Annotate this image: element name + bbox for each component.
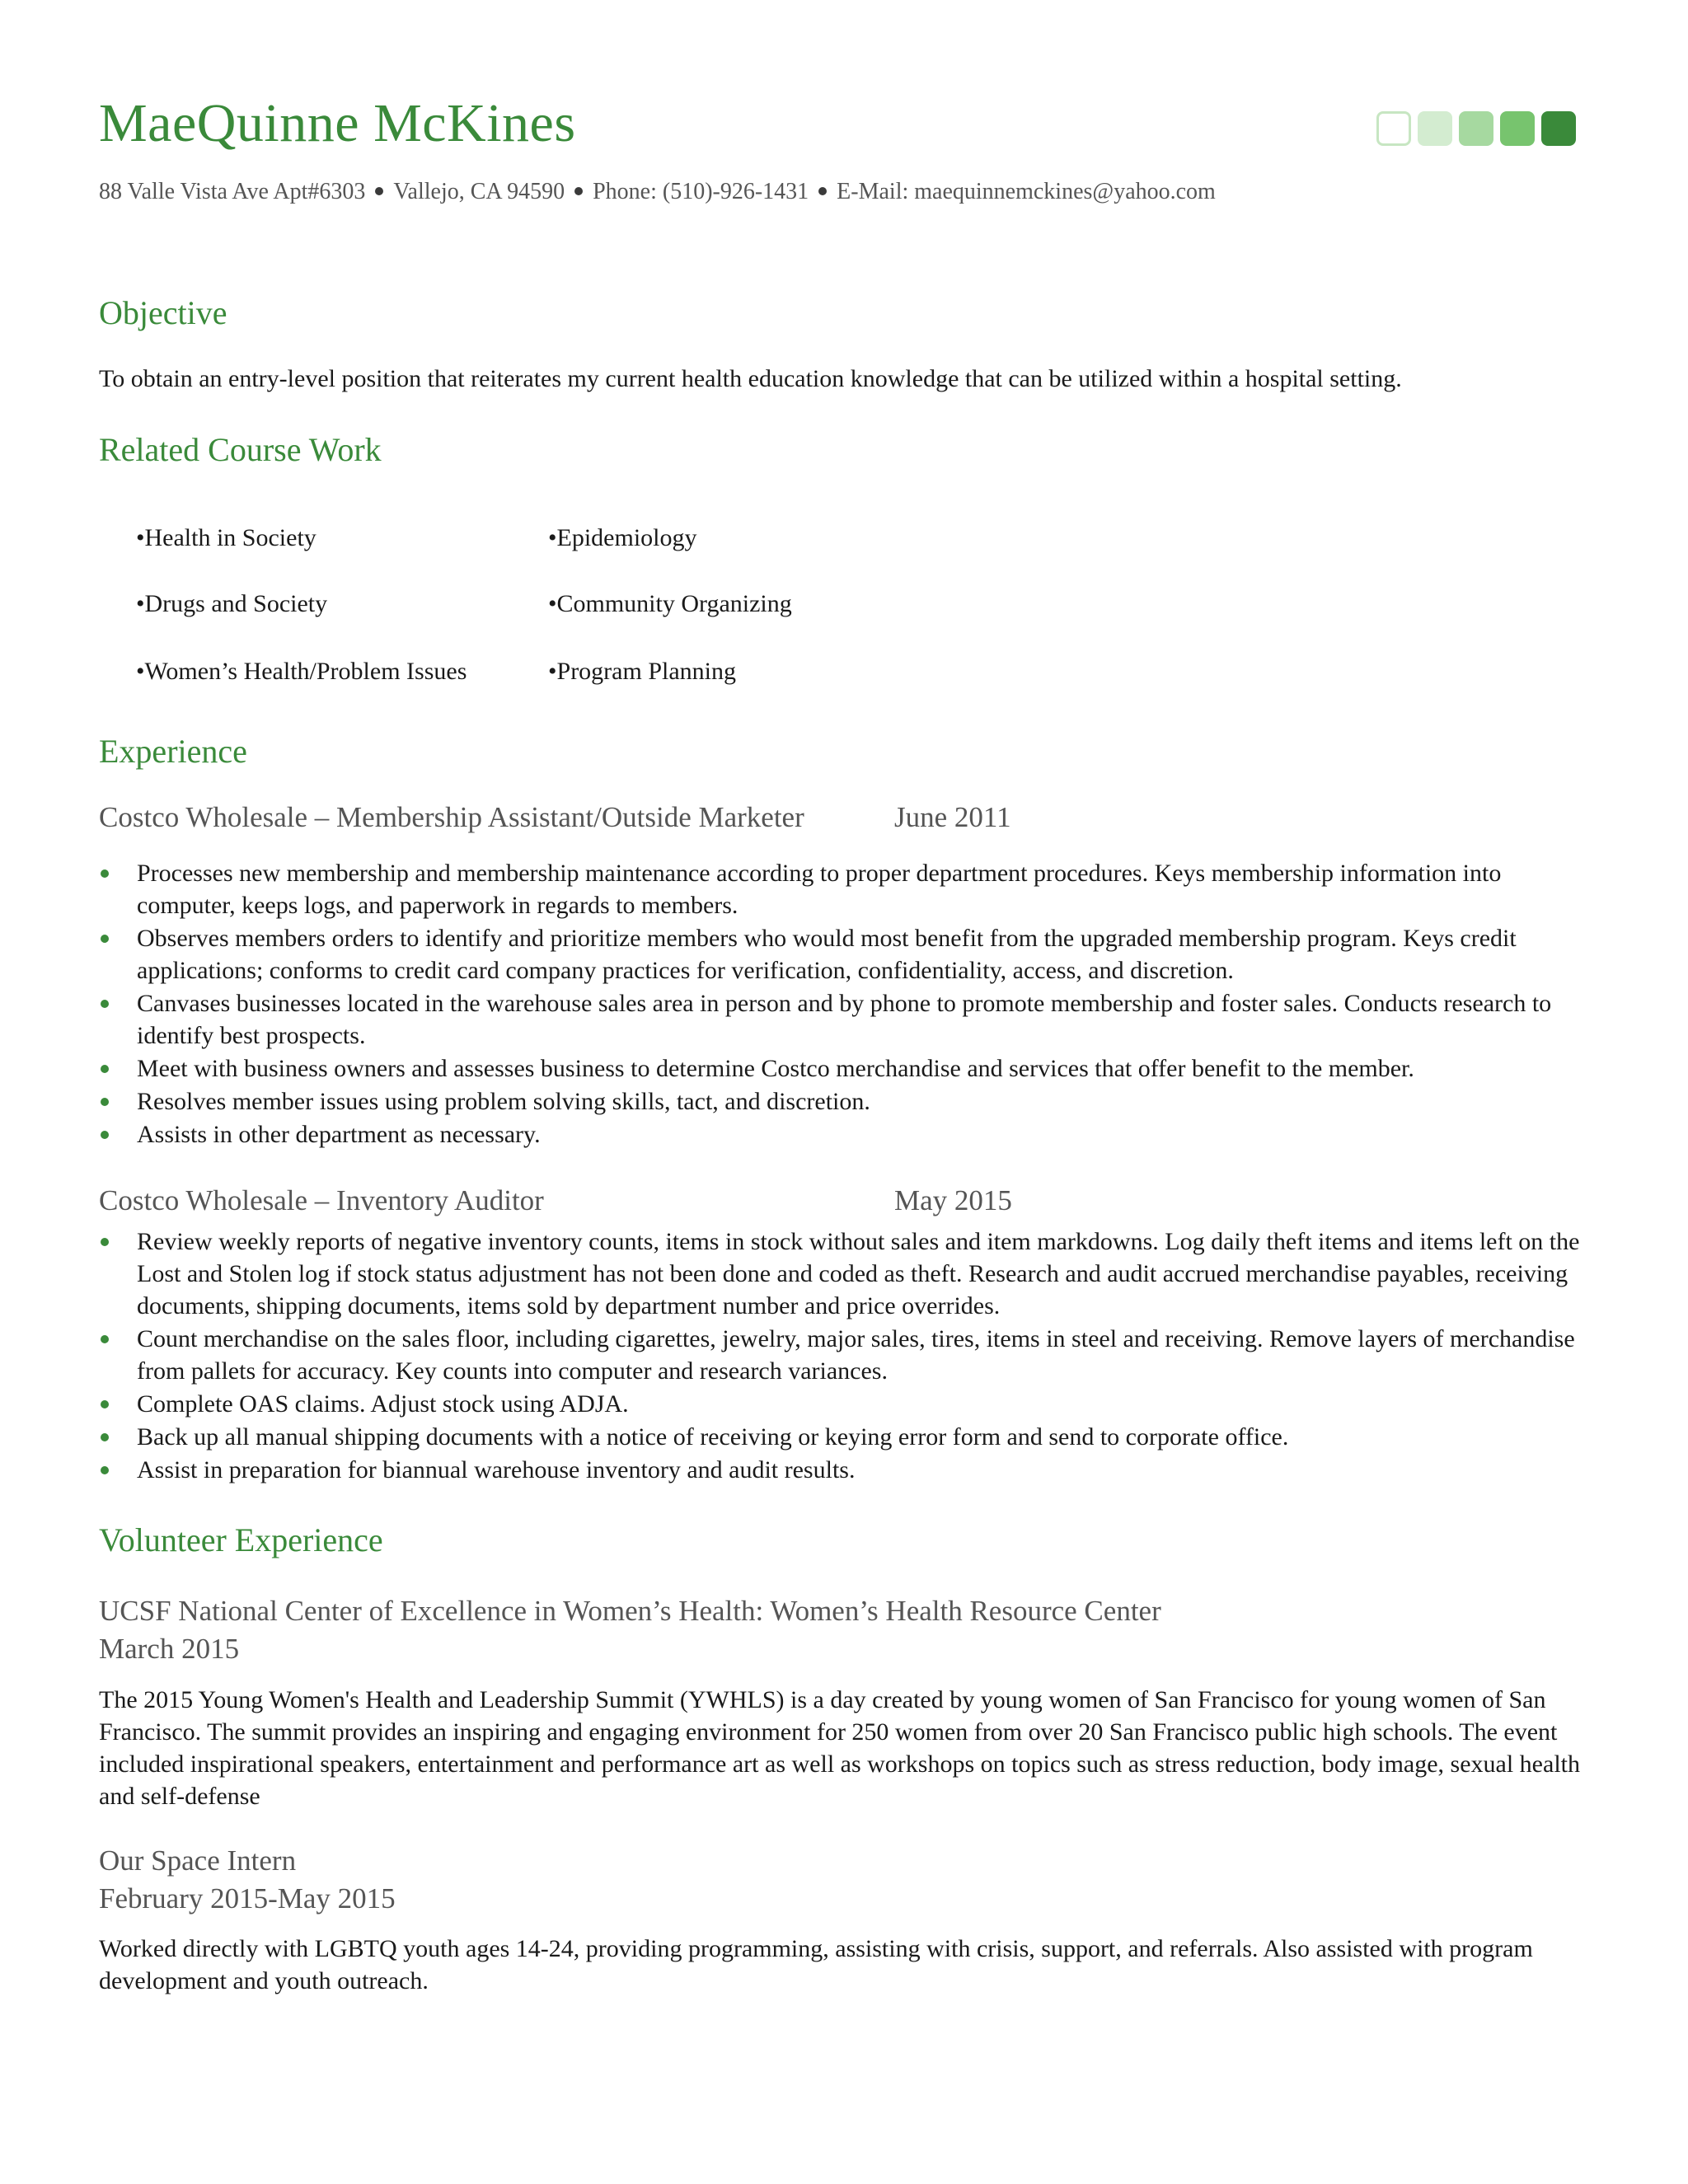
bullet-icon [101, 1131, 109, 1139]
bullet-icon [101, 1466, 109, 1474]
volunteer-description: Worked directly with LGBTQ youth ages 14-24, providing programming, assisting with crisis, support, and referrals. Also assisted with program development and youth outreach. [99, 1935, 1533, 1994]
volunteer-date: February 2015-May 2015 [99, 1882, 396, 1915]
volunteer-heading: Volunteer Experience [99, 1521, 383, 1558]
volunteer-org: UCSF National Center of Excellence in Women’s Health: Women’s Health Resource Center [99, 1595, 1161, 1627]
list-item: Observes members orders to identify and prioritize members who would most benefit from the upgraded membership program. Keys credit applications; conforms to credit card company practices for verification, confidentiality, access, and discretion. [99, 922, 1599, 987]
candidate-name: MaeQuinne McKines [99, 93, 576, 153]
job-date: June 2011 [894, 801, 1011, 833]
bullet-icon [101, 935, 109, 943]
decorative-squares [1376, 111, 1576, 146]
list-item: Processes new membership and membership maintenance according to proper department procedures. Keys membership information into computer, keeps logs, and paperwork in regards to members. [99, 857, 1599, 921]
objective-heading: Objective [99, 294, 227, 331]
decor-square-3 [1459, 111, 1493, 146]
contact-phone: Phone: (510)-926-1431 [593, 179, 809, 204]
job-bullets [99, 857, 1599, 1151]
course-item: •Health in Society [136, 524, 316, 551]
decor-square-4 [1500, 111, 1535, 146]
volunteer-org: Our Space Intern [99, 1844, 297, 1877]
contact-line [99, 179, 1216, 205]
experience-heading: Experience [99, 733, 247, 770]
list-item: Assist in preparation for biannual warehouse inventory and audit results. [99, 1454, 1599, 1486]
job-title: Costco Wholesale – Membership Assistant/Outside Marketer [99, 801, 804, 833]
list-item: Review weekly reports of negative inventory counts, items in stock without sales and item markdowns. Log daily theft items and items left on the Lost and Stolen log if stock status adjustment has not been done and coded as theft. Research and audit accrued merchandise payables, receiving documents, shipping documents, items sold by department number and price overrides. [99, 1226, 1599, 1322]
list-item: Back up all manual shipping documents with a notice of receiving or keying error form and send to corporate office. [99, 1421, 1599, 1453]
bullet-icon [101, 1065, 109, 1073]
decor-square-2 [1418, 111, 1452, 146]
job-title: Costco Wholesale – Inventory Auditor [99, 1184, 544, 1216]
bullet-icon [101, 869, 109, 878]
objective-text: To obtain an entry-level position that reiterates my current health education knowledge that can be utilized within a hospital setting. [99, 365, 1402, 392]
volunteer-date: March 2015 [99, 1633, 240, 1665]
contact-email[interactable]: E-Mail: maequinnemckines@yahoo.com [837, 179, 1216, 204]
contact-city: Vallejo, CA 94590 [393, 179, 565, 204]
course-item: •Women’s Health/Problem Issues [136, 658, 467, 685]
course-item: •Program Planning [548, 658, 736, 685]
list-item: Canvases businesses located in the warehouse sales area in person and by phone to promote membership and foster sales. Conducts research to identify best prospects. [99, 987, 1599, 1052]
list-item: Assists in other department as necessary. [99, 1118, 1599, 1151]
bullet-icon [101, 1400, 109, 1408]
coursework-heading: Related Course Work [99, 431, 382, 468]
list-item: Complete OAS claims. Adjust stock using ADJA. [99, 1388, 1599, 1420]
list-item: Meet with business owners and assesses business to determine Costco merchandise and services that offer benefit to the member. [99, 1052, 1599, 1085]
bullet-icon [101, 1433, 109, 1441]
bullet-icon [101, 1238, 109, 1246]
course-item: •Drugs and Society [136, 590, 328, 617]
separator-dot [375, 187, 383, 195]
course-item: •Community Organizing [548, 590, 792, 617]
course-item: •Epidemiology [548, 524, 697, 551]
volunteer-description: The 2015 Young Women's Health and Leadership Summit (YWHLS) is a day created by young women of San Francisco for young women of San Francisco. The summit provides an inspiring and engaging environment for 250 women from over 20 San Francisco public high schools. The event included inspirational speakers, entertainment and performance art as well as workshops on topics such as stress reduction, body image, sexual health and self-defense [99, 1686, 1580, 1810]
bullet-icon [101, 1000, 109, 1008]
bullet-icon [101, 1335, 109, 1343]
list-item: Resolves member issues using problem solving skills, tact, and discretion. [99, 1085, 1599, 1118]
separator-dot [818, 187, 827, 195]
bullet-icon [101, 1098, 109, 1106]
job-date: May 2015 [894, 1184, 1012, 1216]
decor-square-1 [1376, 111, 1411, 146]
separator-dot [574, 187, 583, 195]
job-bullets [99, 1226, 1599, 1487]
contact-address: 88 Valle Vista Ave Apt#6303 [99, 179, 366, 204]
decor-square-5 [1541, 111, 1576, 146]
list-item: Count merchandise on the sales floor, including cigarettes, jewelry, major sales, tires, items in steel and receiving. Remove layers of merchandise from pallets for accuracy. Key counts into computer and research variances. [99, 1323, 1599, 1387]
